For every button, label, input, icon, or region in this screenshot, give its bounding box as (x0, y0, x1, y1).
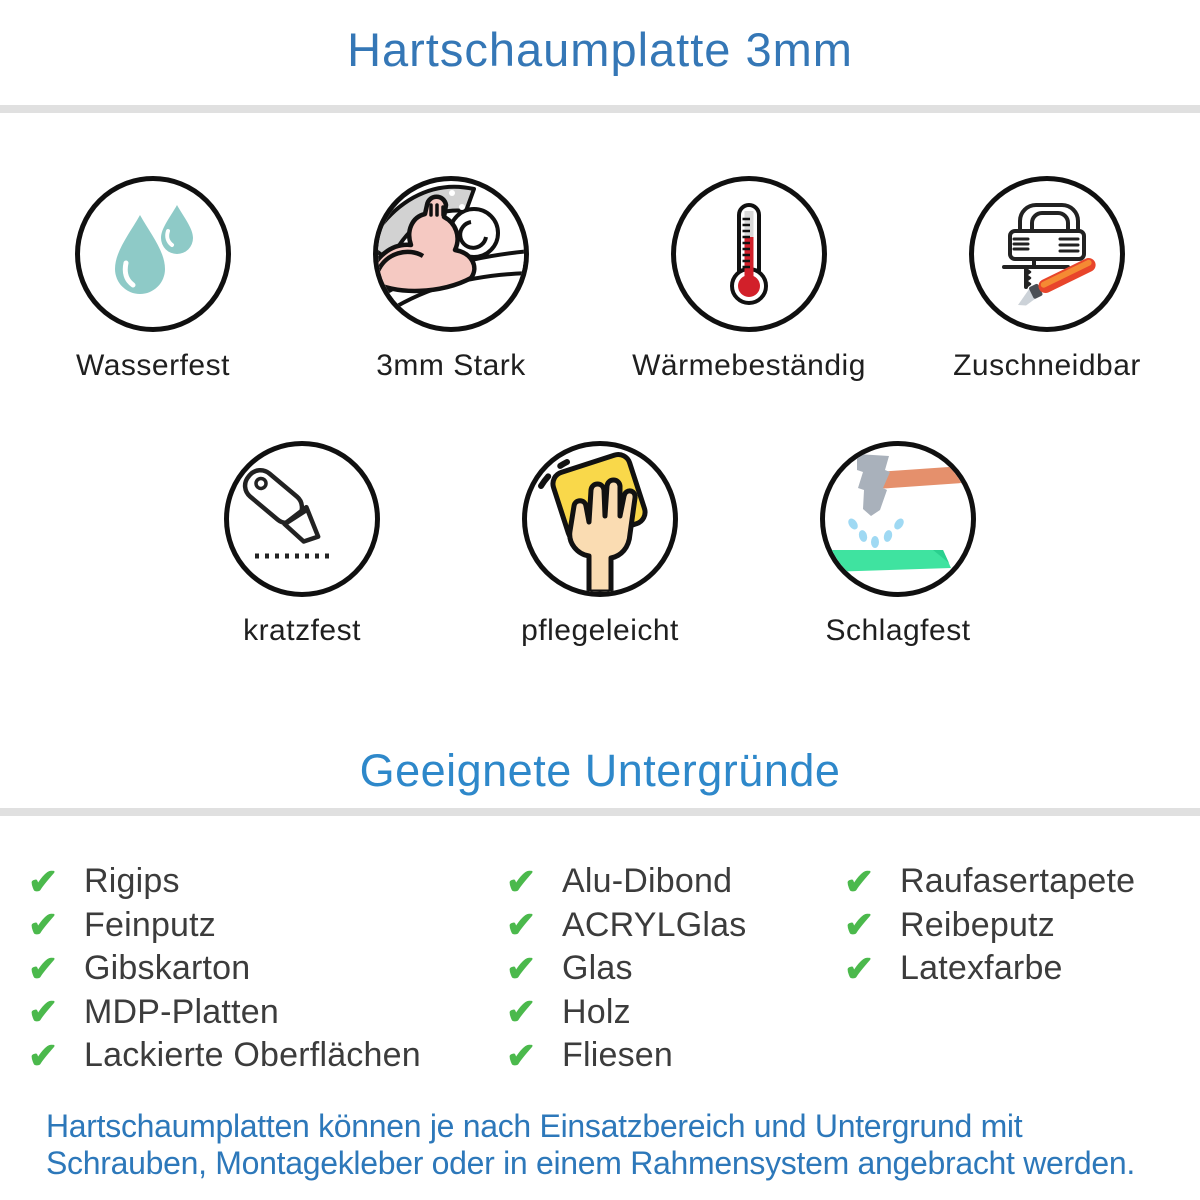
checklist-item (28, 947, 506, 991)
section-divider (0, 808, 1200, 816)
feature-circle (820, 441, 976, 597)
hammer-impact-icon (825, 446, 971, 592)
check-icon: ✔ (28, 1034, 59, 1076)
muscle-arm-icon (378, 181, 524, 327)
water-drops-icon (80, 181, 226, 327)
feature-label: kratzfest (243, 614, 361, 647)
substrate-label: ACRYLGlas (562, 905, 747, 944)
check-icon: ✔ (28, 947, 59, 989)
checklist-item (28, 1034, 506, 1078)
feature-kratzfest (153, 441, 451, 649)
feature-waermebestaendig (600, 176, 898, 384)
cleaning-hand-icon (527, 446, 673, 592)
checklist-item (844, 904, 1200, 948)
substrate-label: Feinputz (84, 905, 217, 944)
feature-circle (522, 441, 678, 597)
checklist-item (506, 904, 844, 948)
check-icon: ✔ (28, 904, 59, 946)
substrates-title: Geeignete Untergründe (359, 745, 841, 796)
checklist-column-1 (28, 860, 506, 1078)
checklist-item (506, 860, 844, 904)
checklist-item (506, 1034, 844, 1078)
checklist-item (844, 947, 1200, 991)
checklist-item (506, 991, 844, 1035)
substrate-label: Gibskarton (84, 949, 251, 988)
feature-pflegeleicht (451, 441, 749, 649)
substrate-label: Latexfarbe (900, 949, 1063, 988)
page-title: Hartschaumplatte 3mm (347, 23, 853, 76)
feature-circle (969, 176, 1125, 332)
checklist-item (28, 991, 506, 1035)
feature-3mm-stark (302, 176, 600, 384)
feature-circle (75, 176, 231, 332)
check-icon: ✔ (28, 991, 59, 1033)
check-icon: ✔ (506, 1034, 537, 1076)
substrate-label: Holz (562, 992, 631, 1031)
feature-label: Zuschneidbar (953, 349, 1141, 382)
check-icon: ✔ (844, 904, 875, 946)
check-icon: ✔ (28, 860, 59, 902)
thermometer-icon (676, 181, 822, 327)
substrate-label: Lackierte Oberflächen (84, 1036, 421, 1075)
checklist-column-3 (844, 860, 1200, 1078)
checklist-column-2 (506, 860, 844, 1078)
feature-circle (224, 441, 380, 597)
footnote-line: Schrauben, Montagekleber oder in einem Rahmensystem angebracht werden. (46, 1144, 1135, 1181)
feature-zuschneidbar (898, 176, 1196, 384)
footnote-line: Hartschaumplatten können je nach Einsatzbereich und Untergrund mit (46, 1107, 1023, 1144)
substrate-label: Glas (562, 949, 633, 988)
check-icon: ✔ (844, 947, 875, 989)
check-icon: ✔ (506, 947, 537, 989)
checklist-item (844, 860, 1200, 904)
check-icon: ✔ (506, 860, 537, 902)
feature-wasserfest (4, 176, 302, 384)
feature-label: Wasserfest (76, 349, 230, 382)
feature-label: 3mm Stark (376, 349, 526, 382)
check-icon: ✔ (844, 860, 875, 902)
substrate-label: Raufasertapete (900, 862, 1136, 901)
feature-label: pflegeleicht (521, 614, 679, 647)
check-icon: ✔ (506, 991, 537, 1033)
checklist-item (506, 947, 844, 991)
substrate-label: Reibeputz (900, 905, 1055, 944)
substrate-label: MDP-Platten (84, 992, 279, 1031)
feature-circle (373, 176, 529, 332)
feature-label: Wärmebeständig (632, 349, 866, 382)
section-divider (0, 105, 1200, 113)
substrates-checklist (0, 860, 1200, 1078)
feature-circle (671, 176, 827, 332)
checklist-item (28, 860, 506, 904)
utility-knife-icon (229, 446, 375, 592)
check-icon: ✔ (506, 904, 537, 946)
substrate-label: Fliesen (562, 1036, 674, 1075)
checklist-item (28, 904, 506, 948)
jigsaw-cutter-icon (974, 181, 1120, 327)
features-row-1 (0, 176, 1200, 384)
substrate-label: Rigips (84, 862, 180, 901)
feature-schlagfest (749, 441, 1047, 649)
features-row-2 (0, 441, 1200, 649)
substrate-label: Alu-Dibond (562, 862, 733, 901)
feature-label: Schlagfest (825, 614, 971, 647)
footnote (0, 1108, 1200, 1182)
